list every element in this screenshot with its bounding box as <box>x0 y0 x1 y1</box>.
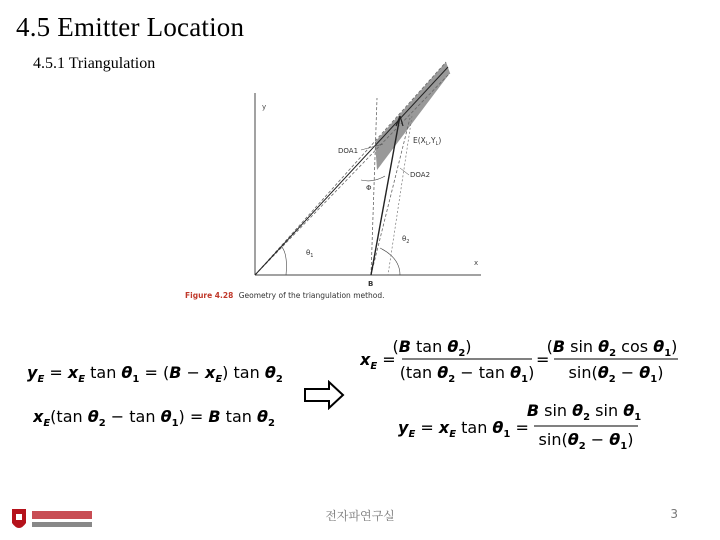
doa2-label: DOA2 <box>410 171 431 179</box>
slide-subtitle: 4.5.1 Triangulation <box>33 55 156 72</box>
svg-text:=: = <box>536 350 550 369</box>
equation-right-2 <box>398 400 648 454</box>
slide-title: 4.5 Emitter Location <box>16 12 245 42</box>
svg-text:(tan θ2 − tan θ1): (tan $\theta_2 - \tan \theta_1$) <box>399 363 535 385</box>
doa1-label: DOA1 <box>338 147 359 155</box>
equation-left-1 <box>27 360 287 386</box>
doa2-leader <box>400 168 409 175</box>
phi-label: Φ <box>366 184 372 192</box>
equation-right-1 <box>360 332 690 388</box>
svg-text:yE = xE tan θ1 =: $y_E = x_E$ $\tan \theta_1$ = <box>398 418 529 440</box>
figure-caption: Figure 4.28 Geometry of the triangulation method. <box>185 291 385 300</box>
theta1-label: $\theta_1$ <box>306 249 314 259</box>
page-number: 3 <box>670 507 678 521</box>
theta1-arc <box>281 246 286 275</box>
svg-text:sin(θ2 − θ1): $\sin(\theta_2 - \theta_1)$ <box>568 363 664 385</box>
y-axis-label: y <box>262 103 267 111</box>
uncertainty-region <box>375 62 450 170</box>
svg-text:(B tan θ2): (B $\tan \theta_2$) <box>392 337 472 359</box>
emitter-label: $E(X_L,Y_L)$ <box>413 136 442 147</box>
b-label: B <box>368 280 374 288</box>
x-axis-label: x <box>474 259 479 267</box>
svg-text:xE(tan θ2 − tan θ1) = B tan θ2: $x_E(\tan$ $\theta_2 - \tan \theta_1) = B$ $\tan \theta_2$ <box>33 407 275 429</box>
svg-text:(B sin θ2 cos θ1): (B $\sin \theta_2$ $\cos \theta_1$) <box>546 337 678 359</box>
equation-left-2 <box>33 404 283 430</box>
right-arrow-icon <box>303 380 345 410</box>
theta2-label: $\theta_2$ <box>402 235 410 245</box>
footer-lab-name: 전자파연구실 <box>325 509 395 523</box>
triangulation-figure <box>178 58 498 308</box>
phi-arc <box>361 176 385 181</box>
svg-text:xE =: $x_E$ = <box>360 350 396 372</box>
doa1-upper-bound <box>255 62 446 275</box>
svg-text:yE = xE tan θ1 = (B − xE) tan: $y_E = x_E$ $\tan \theta_1 = (B - x_E)$ $\tan \theta_2$ <box>27 363 283 385</box>
svg-text:B sin θ2 sin θ1: B $\sin \theta_2$ $\sin \theta_1$ <box>526 401 642 423</box>
theta2-arc <box>380 248 400 275</box>
svg-text:sin(θ2 − θ1): $\sin(\theta_2 - \theta_1)$ <box>538 430 634 452</box>
